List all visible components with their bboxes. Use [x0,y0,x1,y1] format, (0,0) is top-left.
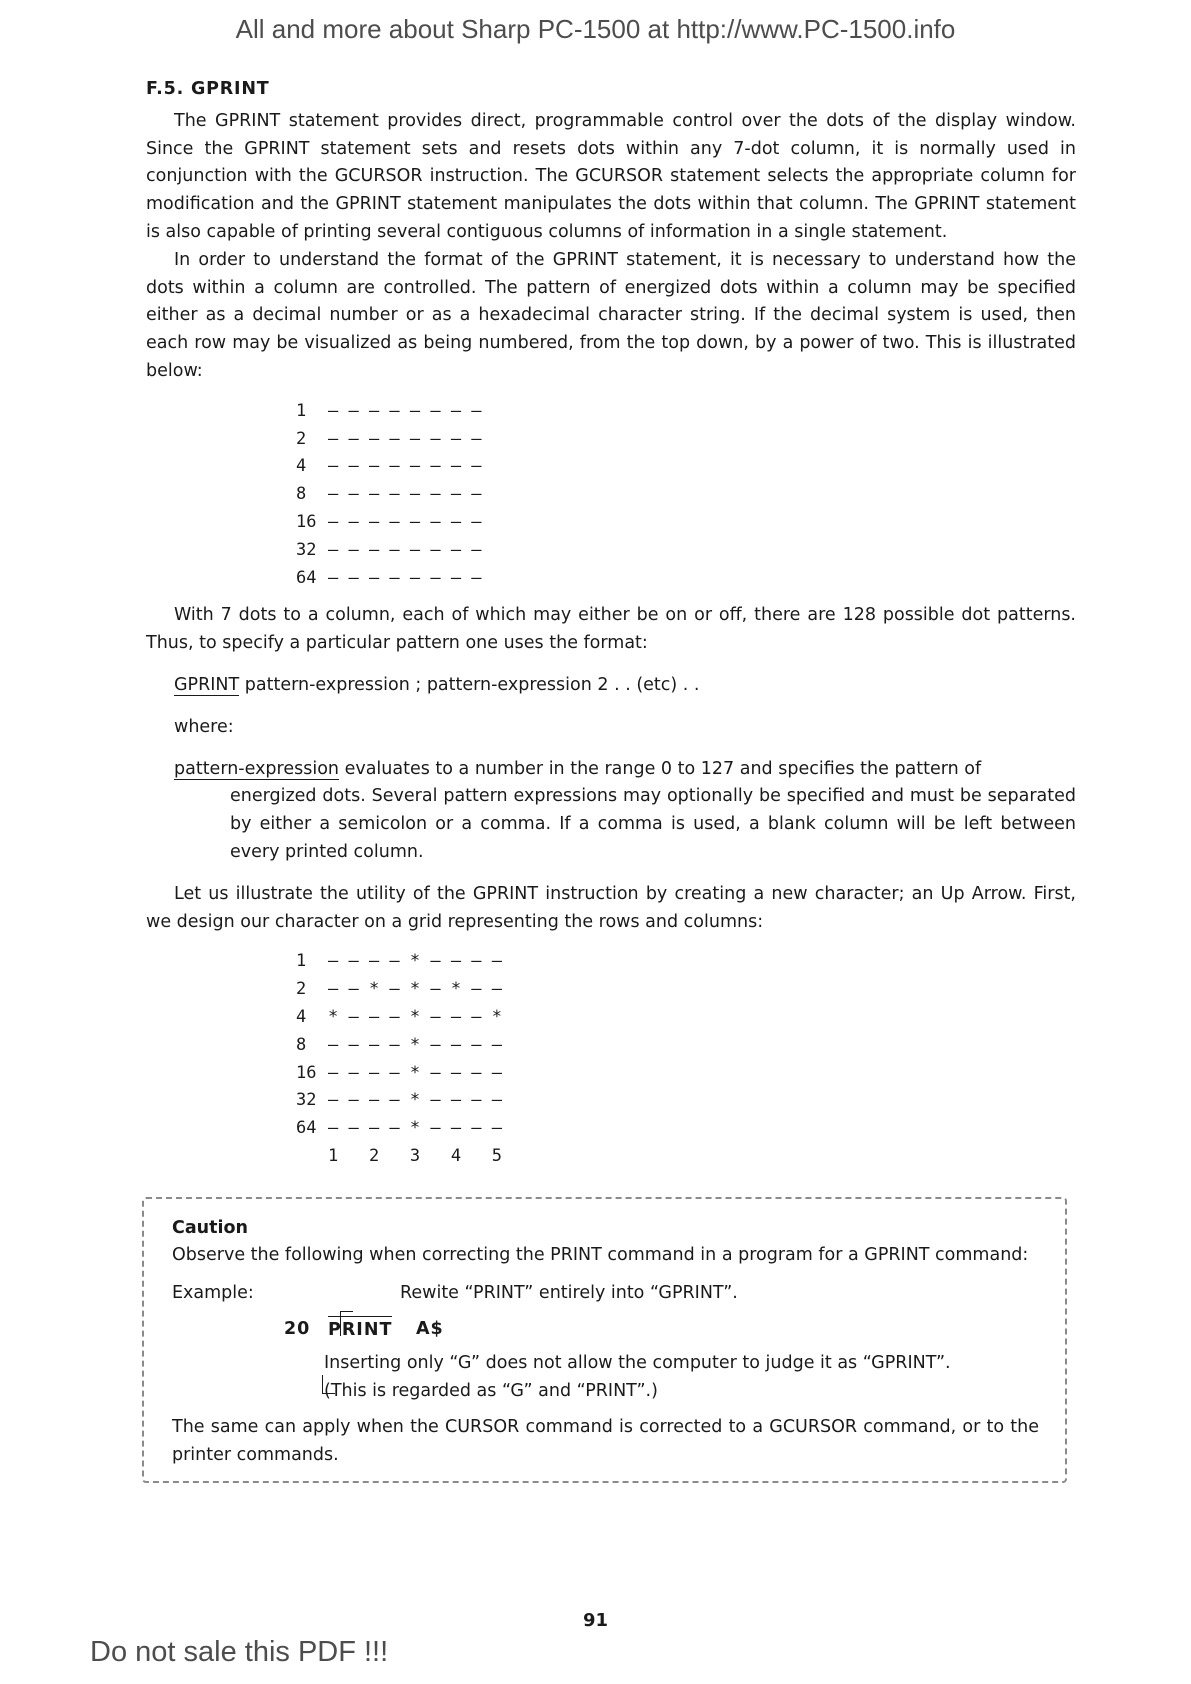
row-pattern: – – – – * – – – – [328,951,502,972]
code-example [284,1310,1039,1346]
grid-row [296,453,1076,481]
format-keyword: GPRINT [174,674,240,695]
example-row [172,1280,1039,1310]
definition [174,756,1076,784]
grid-row [296,509,1076,537]
row-number: 16 [296,511,317,532]
paragraph-patterns: With 7 dots to a column, each of which may either be on or off, there are 128 possible dot patterns. Thus, to specify a particular pattern one uses the format: [146,605,1076,654]
code-argument: A$ [416,1319,444,1340]
paragraph-up-arrow: Let us illustrate the utility of the GPRINT instruction by creating a new character; an Up Arrow. First, we design our character on a grid representing the rows and columns: [146,883,1076,932]
row-pattern: – – – – – – – – [328,428,482,449]
page-content [146,76,1076,1483]
grid-row [296,1115,1076,1143]
row-number: 4 [296,1006,307,1027]
row-number: 1 [296,400,307,421]
where-label: where: [174,716,234,737]
row-number: 2 [296,428,307,449]
row-pattern: – – * – * – * – – [328,979,502,1000]
paragraph-intro: The GPRINT statement provides direct, programmable control over the dots of the display window. Since the GPRINT statement sets and resets dots within any 7-dot column, it is normally used in conjunction with the GCURSOR instruction. The GCURSOR statement selects the appropriate column for modification and the GPRINT statement manipulates the dots within that column. The GPRINT statement is also capable of printing several contiguous columns of information in a single statement. [146,110,1076,242]
row-number: 16 [296,1062,317,1083]
regarded-note: (This is regarded as “G” and “PRINT”.) [324,1381,658,1402]
site-banner: All and more about Sharp PC-1500 at http://www.PC-1500.info [235,14,956,44]
caution-intro: Observe the following when correcting the PRINT command in a program for a GPRINT command: [172,1245,1029,1266]
insert-note: Inserting only “G” does not allow the computer to judge it as “GPRINT”. [324,1353,951,1374]
caution-box [142,1197,1067,1484]
line-number: 20 [284,1319,311,1340]
arrow-bracket-top [340,1311,353,1336]
grid-row [296,1087,1076,1115]
grid-row [296,1032,1076,1060]
caution-closing: The same can apply when the CURSOR command is corrected to a GCURSOR command, or to the printer commands. [172,1416,1039,1465]
definition-term: pattern-expression [174,758,340,779]
row-number: 2 [296,979,307,1000]
row-weights-grid [296,398,1076,593]
row-number: 64 [296,1118,317,1139]
row-pattern: – – – – * – – – – [328,1034,502,1055]
row-pattern: – – – – * – – – – [328,1118,502,1139]
column-axis: 1 2 3 4 5 [328,1145,502,1166]
row-pattern: * – – – * – – – * [328,1006,502,1027]
example-label: Example: [172,1283,254,1304]
row-pattern: – – – – * – – – – [328,1090,502,1111]
row-number: 32 [296,539,317,560]
grid-row [296,1004,1076,1032]
caution-title: Caution [172,1217,248,1238]
row-number: 4 [296,456,307,477]
footer-note: Do not sale this PDF !!! [90,1636,389,1668]
format-syntax [174,672,1076,700]
grid-row [296,426,1076,454]
definition-body: energized dots. Several pattern expressions may optionally be specified and must be separated by either a semicolon or a comma. If a comma is used, a blank column will be left between every printed column. [230,786,1076,862]
arrow-bracket-bottom [322,1375,335,1394]
row-number: 1 [296,951,307,972]
grid-row [296,537,1076,565]
format-rest: pattern-expression ; pattern-expression 2 . . (etc) . . [239,674,700,695]
grid-row [296,481,1076,509]
page-number: 91 [582,1610,609,1631]
grid-row [296,948,1076,976]
rewrite-note: Rewite “PRINT” entirely into “GPRINT”. [400,1283,738,1304]
section-title: F.5. GPRINT [146,79,270,99]
row-number: 8 [296,484,307,505]
up-arrow-grid [296,948,1076,1170]
row-pattern: – – – – – – – – [328,539,482,560]
row-pattern: – – – – – – – – [328,511,482,532]
row-pattern: – – – – – – – – [328,567,482,588]
row-pattern: – – – – – – – – [328,484,482,505]
code-command: PRINT [328,1316,392,1345]
grid-row [296,398,1076,426]
grid-row [296,976,1076,1004]
grid-row [296,565,1076,593]
row-number: 8 [296,1034,307,1055]
row-pattern: – – – – – – – – [328,456,482,477]
definition-first: evaluates to a number in the range 0 to 127 and specifies the pattern of [339,758,982,779]
paragraph-dot-format: In order to understand the format of the GPRINT statement, it is necessary to understand how the dots within a column are controlled. The pattern of energized dots within a column may be specified either as a decimal number or as a hexadecimal character string. If the decimal system is used, then each row may be visualized as being numbered, from the top down, by a power of two. This is illustrated below: [146,249,1076,381]
row-number: 64 [296,567,317,588]
row-pattern: – – – – – – – – [328,400,482,421]
row-number: 32 [296,1090,317,1111]
grid-row [296,1060,1076,1088]
row-pattern: – – – – * – – – – [328,1062,502,1083]
